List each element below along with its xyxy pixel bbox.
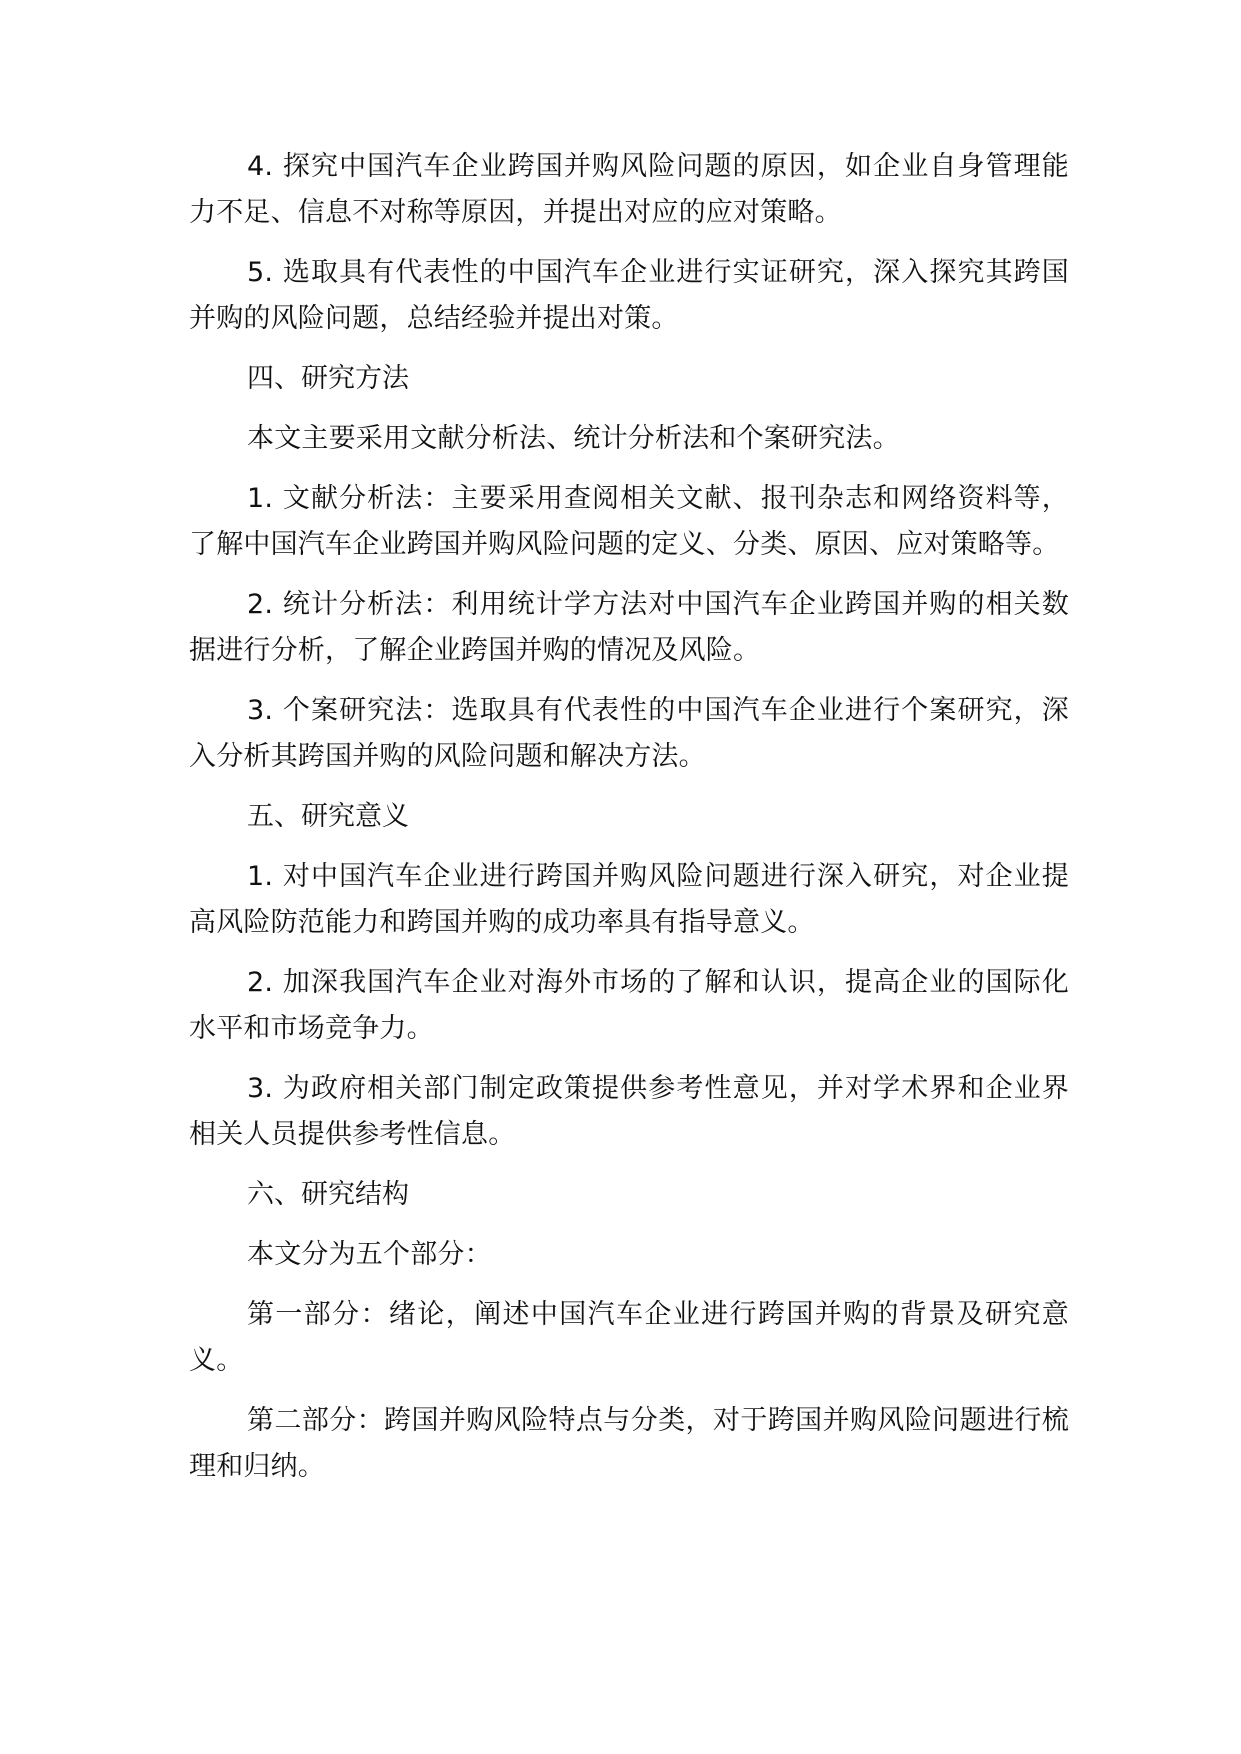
paragraph-method-2: 2. 统计分析法：利用统计学方法对中国汽车企业跨国并购的相关数据进行分析，了解企业跨国并购的情况及风险。 [189, 589, 1069, 666]
paragraph-significance-2: 2. 加深我国汽车企业对海外市场的了解和认识，提高企业的国际化水平和市场竞争力。 [189, 967, 1069, 1044]
paragraph-method-3: 3. 个案研究法：选取具有代表性的中国汽车企业进行个案研究，深入分析其跨国并购的风险问题和解决方法。 [189, 695, 1069, 772]
paragraph-structure-part-1: 第一部分：绪论，阐述中国汽车企业进行跨国并购的背景及研究意义。 [189, 1299, 1069, 1376]
section-heading-methods: 四、研究方法 [247, 363, 409, 394]
paragraph-methods-intro: 本文主要采用文献分析法、统计分析法和个案研究法。 [247, 423, 900, 454]
paragraph-significance-3: 3. 为政府相关部门制定政策提供参考性意见，并对学术界和企业界相关人员提供参考性信息。 [189, 1073, 1069, 1150]
paragraph-item-5: 5. 选取具有代表性的中国汽车企业进行实证研究，深入探究其跨国并购的风险问题，总结经验并提出对策。 [189, 257, 1069, 334]
paragraph-structure-intro: 本文分为五个部分： [247, 1239, 492, 1270]
section-heading-significance: 五、研究意义 [247, 801, 409, 832]
paragraph-item-4: 4. 探究中国汽车企业跨国并购风险问题的原因，如企业自身管理能力不足、信息不对称等原因，并提出对应的应对策略。 [189, 151, 1069, 228]
section-heading-structure: 六、研究结构 [247, 1179, 409, 1210]
paragraph-method-1: 1. 文献分析法：主要采用查阅相关文献、报刊杂志和网络资料等，了解中国汽车企业跨国并购风险问题的定义、分类、原因、应对策略等。 [189, 483, 1069, 560]
paragraph-significance-1: 1. 对中国汽车企业进行跨国并购风险问题进行深入研究，对企业提高风险防范能力和跨国并购的成功率具有指导意义。 [189, 861, 1069, 938]
paragraph-structure-part-2: 第二部分：跨国并购风险特点与分类，对于跨国并购风险问题进行梳理和归纳。 [189, 1405, 1069, 1482]
document-body [189, 144, 1069, 1504]
